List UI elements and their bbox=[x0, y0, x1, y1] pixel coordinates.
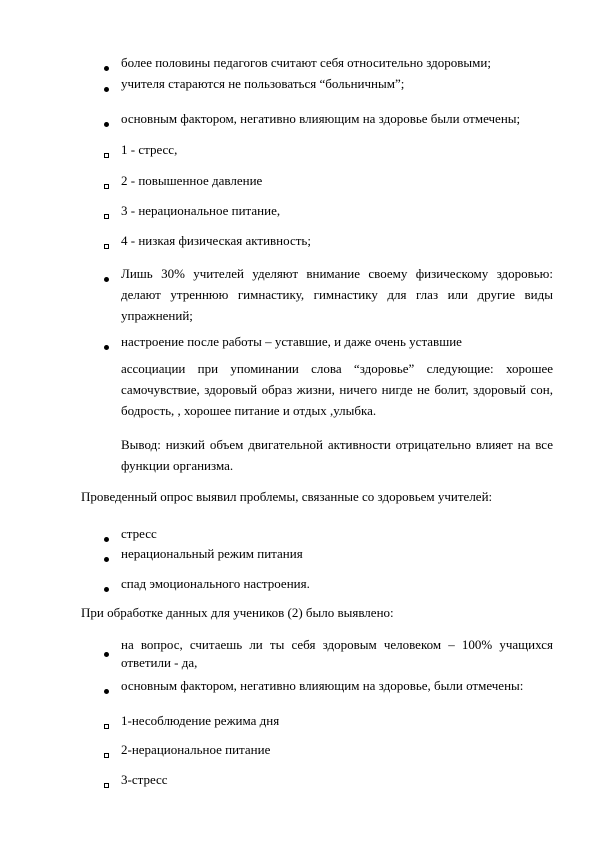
bullet-square bbox=[104, 146, 109, 162]
list-item: спад эмоционального настроения. bbox=[121, 576, 310, 591]
list-item: основным фактором, негативно влияющим на здоровье, были отмечены: bbox=[121, 678, 524, 693]
list-item: 3-стресс bbox=[121, 772, 168, 787]
bullet-dot bbox=[104, 338, 109, 354]
list-item: 3 - нерациональное питание, bbox=[121, 203, 281, 218]
bullet-dot bbox=[104, 59, 109, 75]
paragraph-student-question: на вопрос, считаешь ли ты себя здоровым человеком – 100% учащихся ответили - да, bbox=[121, 637, 553, 670]
list-item: основным фактором, негативно влияющим на здоровье были отмечены; bbox=[121, 111, 521, 126]
list-item: 1 - стресс, bbox=[121, 142, 178, 157]
bullet-dot bbox=[104, 115, 109, 131]
paragraph-30-percent: Лишь 30% учителей уделяют внимание своему физическому здоровью: делают утреннюю гимнастику, гимнастику для глаз или другие виды упражнений; bbox=[121, 266, 553, 323]
bullet-square bbox=[104, 717, 109, 733]
bullet-dot bbox=[104, 270, 109, 286]
list-item: стресс bbox=[121, 526, 157, 541]
list-item: настроение после работы – уставшие, и даже очень уставшие bbox=[121, 334, 462, 349]
bullet-square bbox=[104, 207, 109, 223]
bullet-square bbox=[104, 177, 109, 193]
bullet-square bbox=[104, 237, 109, 253]
list-item: нерациональный режим питания bbox=[121, 546, 303, 561]
bullet-dot bbox=[104, 530, 109, 546]
list-item: 2 - повышенное давление bbox=[121, 173, 263, 188]
list-item: 4 - низкая физическая активность; bbox=[121, 233, 311, 248]
bullet-dot bbox=[104, 580, 109, 596]
students-intro: При обработке данных для учеников (2) было выявлено: bbox=[81, 605, 394, 620]
bullet-dot bbox=[104, 682, 109, 698]
paragraph-conclusion: Вывод: низкий объем двигательной активности отрицательно влияет на все функции организма. bbox=[121, 437, 553, 473]
list-item: более половины педагогов считают себя относительно здоровыми; bbox=[121, 55, 491, 70]
bullet-dot bbox=[104, 550, 109, 566]
list-item: 1-несоблюдение режима дня bbox=[121, 713, 280, 728]
bullet-dot bbox=[104, 645, 109, 661]
survey-intro: Проведенный опрос выявил проблемы, связанные со здоровьем учителей: bbox=[81, 489, 493, 504]
list-item: 2-нерациональное питание bbox=[121, 742, 271, 757]
bullet-square bbox=[104, 746, 109, 762]
bullet-dot bbox=[104, 80, 109, 96]
paragraph-associations: ассоциации при упоминании слова “здоровье” следующие: хорошее самочувствие, здоровый образ жизни, ничего нигде не болит, здоровый сон, бодрость, , хорошее питание и отдых ,улыбка. bbox=[121, 361, 553, 418]
bullet-square bbox=[104, 776, 109, 792]
list-item: учителя стараются не пользоваться “больничным”; bbox=[121, 76, 405, 91]
